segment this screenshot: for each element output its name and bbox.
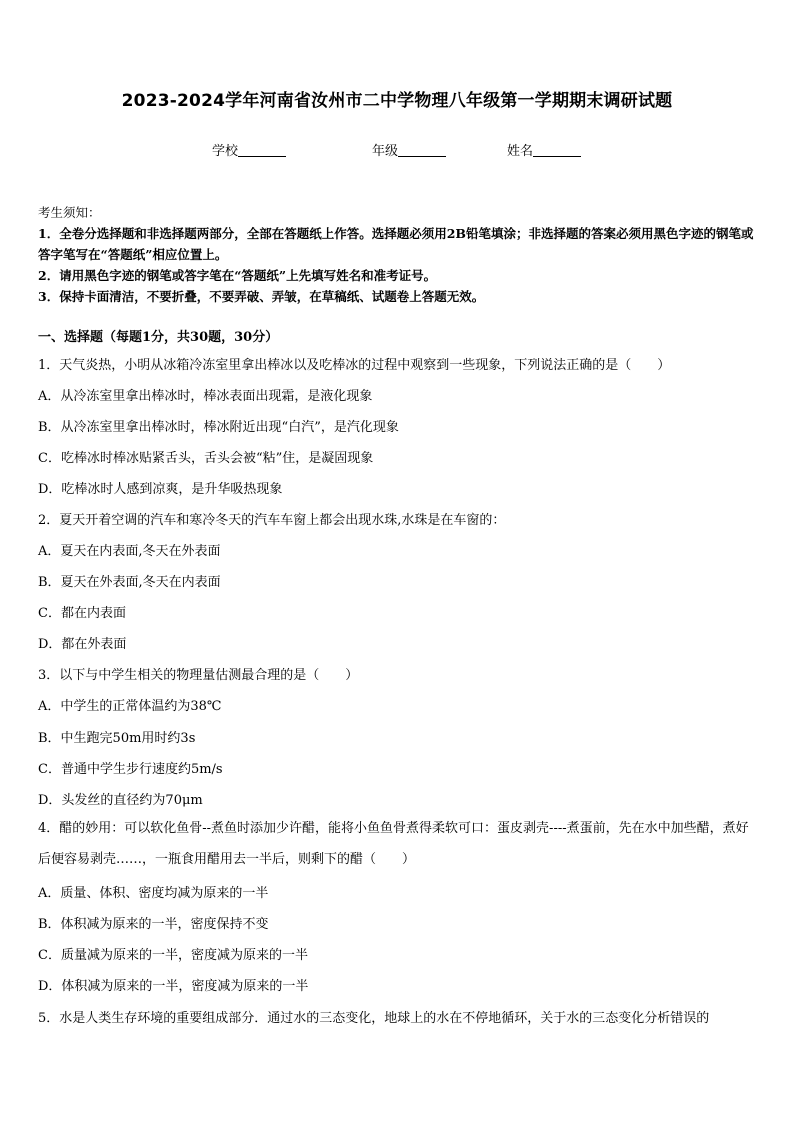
notice-rule: 1．全卷分选择题和非选择题两部分，全部在答题纸上作答。选择题必须用2B铅笔填涂；非选择题的答案必须用黑色字迹的钢笔或答字笔写在“答题纸”相应位置上。 (38, 226, 754, 262)
question-option: D．吃棒冰时人感到凉爽，是升华吸热现象 (38, 482, 283, 497)
notice-rule: 3．保持卡面清洁，不要折叠，不要弄破、弄皱，在草稿纸、试题卷上答题无效。 (38, 289, 485, 304)
student-info-row (0, 140, 794, 160)
name-field (507, 140, 581, 159)
school-label: 学校 (212, 144, 239, 159)
question-stem: 1．天气炎热，小明从冰箱冷冻室里拿出棒冰以及吃棒冰的过程中观察到一些现象，下列说法正确的是（ ） (38, 358, 671, 373)
name-blank (533, 143, 581, 157)
question-option: B．中生跑完50m用时约3s (38, 731, 196, 746)
grade-field (372, 140, 446, 159)
question-option: A．夏天在内表面,冬天在外表面 (38, 544, 221, 559)
question-option: C．普通中学生步行速度约5m/s (38, 762, 223, 777)
page-title: 2023-2024学年河南省汝州市二中学物理八年级第一学期期末调研试题 (121, 91, 673, 111)
exam-notice (38, 202, 760, 307)
school-field (212, 140, 286, 159)
question-option: A．中学生的正常体温约为38℃ (38, 699, 222, 714)
name-label: 姓名 (507, 144, 534, 159)
question-stem: 3．以下与中学生相关的物理量估测最合理的是（ ） (38, 668, 359, 683)
question-option: B．夏天在外表面,冬天在内表面 (38, 575, 221, 590)
grade-label: 年级 (372, 144, 399, 159)
question-stem: 5．水是人类生存环境的重要组成部分．通过水的三态变化，地球上的水在不停地循环，关于水的三态变化分析错误的 (38, 1011, 710, 1026)
notice-rule: 2．请用黑色字迹的钢笔或答字笔在“答题纸”上先填写姓名和准考证号。 (38, 268, 437, 283)
question-option: A．从冷冻室里拿出棒冰时，棒冰表面出现霜，是液化现象 (38, 389, 373, 404)
question-option: D．都在外表面 (38, 637, 127, 652)
question-stem: 2．夏天开着空调的汽车和寒冷冬天的汽车车窗上都会出现水珠,水珠是在车窗的： (38, 513, 506, 528)
question-option: B．从冷冻室里拿出棒冰时，棒冰附近出现“白汽”，是汽化现象 (38, 420, 399, 435)
question-option: C．吃棒冰时棒冰贴紧舌头，舌头会被“粘”住，是凝固现象 (38, 451, 374, 466)
question-stem: 4．醋的妙用：可以软化鱼骨--煮鱼时添加少许醋，能将小鱼鱼骨煮得柔软可口：蛋皮剥壳----煮蛋前，先在水中加些醋，煮好后便容易剥壳……，一瓶食用醋用去一半后，则剩下的醋（ ） (38, 821, 749, 867)
question-option: B．体积减为原来的一半，密度保持不变 (38, 917, 269, 932)
grade-blank (398, 143, 446, 157)
question-option: A．质量、体积、密度均减为原来的一半 (38, 886, 269, 901)
section-heading: 一、选择题（每题1分，共30题，30分） (38, 330, 279, 345)
question-option: D．头发丝的直径约为70μm (38, 793, 203, 808)
school-blank (238, 143, 286, 157)
question-option: C．都在内表面 (38, 606, 126, 621)
notice-heading: 考生须知： (38, 205, 101, 220)
question-option: D．体积减为原来的一半，密度减为原来的一半 (38, 979, 309, 994)
question-option: C．质量减为原来的一半，密度减为原来的一半 (38, 948, 308, 963)
